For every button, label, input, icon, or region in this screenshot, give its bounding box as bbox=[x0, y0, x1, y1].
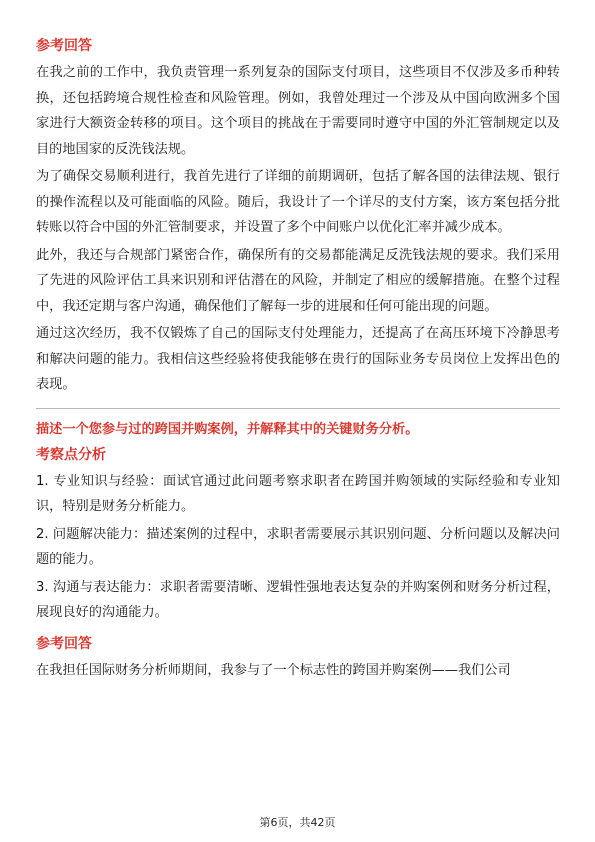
answer-paragraph: 在我之前的工作中，我负责管理一系列复杂的国际支付项目，这些项目不仅涉及多币种转换，还包括跨境合规性检查和风险管理。例如，我曾处理过一个涉及从中国向欧洲多个国家进行大额资金转移的项目。这个项目的挑战在于需要同时遵守中国的外汇管制规定以及目的地国家的反洗钱法规。 bbox=[36, 65, 560, 157]
interview-question: 描述一个您参与过的跨国并购案例，并解释其中的关键财务分析。 bbox=[36, 421, 419, 437]
section-divider bbox=[36, 408, 560, 409]
analysis-heading: 考察点分析 bbox=[36, 446, 106, 463]
answer-heading: 参考回答 bbox=[36, 38, 92, 54]
answer-paragraph: 为了确保交易顺利进行，我首先进行了详细的前期调研，包括了解各国的法律法规、银行的操作流程以及可能面临的风险。随后，我设计了一个详尽的支付方案，该方案包括分批转账以符合中国的外汇管制要求，并设置了多个中间账户以优化汇率并减少成本。 bbox=[36, 169, 560, 235]
page-number: 第6页，共42页 bbox=[259, 816, 336, 829]
answer-paragraph: 在我担任国际财务分析师期间，我参与了一个标志性的跨国并购案例——我们公司 bbox=[36, 662, 511, 678]
page-content bbox=[36, 36, 560, 685]
analysis-item: 2. 问题解决能力：描述案例的过程中，求职者需要展示其识别问题、分析问题以及解决问题的能力。 bbox=[36, 526, 560, 567]
analysis-item: 1. 专业知识与经验：面试官通过此问题考察求职者在跨国并购领域的实际经验和专业知识，特别是财务分析能力。 bbox=[36, 473, 560, 514]
analysis-item: 3. 沟通与表达能力：求职者需要清晰、逻辑性强地表达复杂的并购案例和财务分析过程，展现良好的沟通能力。 bbox=[36, 579, 560, 620]
answer-paragraph: 此外，我还与合规部门紧密合作，确保所有的交易都能满足反洗钱法规的要求。我们采用了先进的风险评估工具来识别和评估潜在的风险，并制定了相应的缓解措施。在整个过程中，我还定期与客户沟通，确保他们了解每一步的进展和任何可能出现的问题。 bbox=[36, 247, 560, 314]
answer-paragraph: 通过这次经历，我不仅锻炼了自己的国际支付处理能力，还提高了在高压环境下冷静思考和解决问题的能力。我相信这些经验将使我能够在贵行的国际业务专员岗位上发挥出色的表现。 bbox=[36, 326, 560, 392]
answer-heading: 参考回答 bbox=[36, 635, 92, 652]
